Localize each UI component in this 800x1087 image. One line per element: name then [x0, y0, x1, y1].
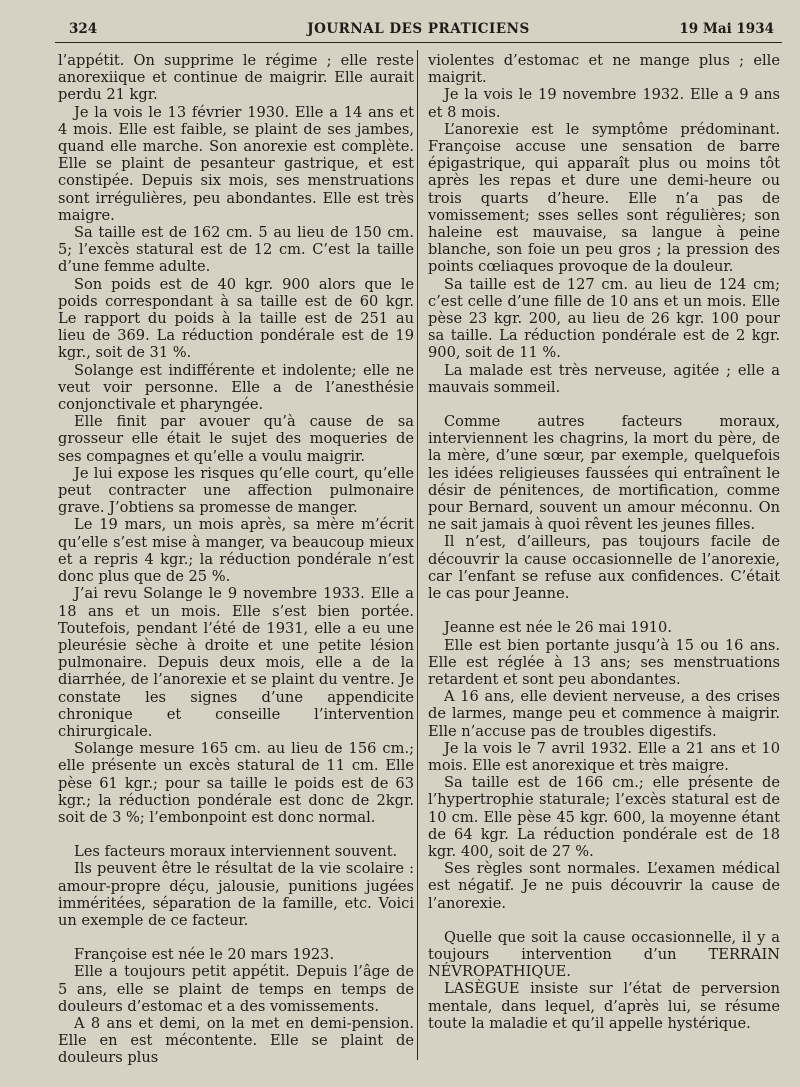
paragraph: Je lui expose les risques qu’elle court, qu’elle peut contracter une affection pulmonaire grave. J’obtiens sa promesse de manger.	[58, 464, 414, 517]
paragraph: Je la vois le 13 février 1930. Elle a 14 ans et 4 mois. Elle est faible, se plaint de ses jambes, quand elle marche. Son anorexie est complète. Elle se plaint de pesanteur gastrique, et est constipée. Depuis six mois, ses menstruations sont irrégulières, peu abondantes. Elle est très maigre.	[58, 103, 414, 224]
paragraph: Le 19 mars, un mois après, sa mère m’écrit qu’elle s’est mise à manger, va beaucoup mieux et a repris 4 kgr.; la réduction pondérale n’est donc plus que de 25 %.	[58, 516, 414, 586]
left-column	[58, 52, 414, 1067]
issue-date: 19 Mai 1934	[679, 21, 774, 37]
paragraph: Elle a toujours petit appétit. Depuis l’âge de 5 ans, elle se plaint de temps en temps de douleurs d’estomac et a des vomissements.	[58, 963, 414, 1015]
running-header	[55, 18, 782, 43]
paragraph: Ils peuvent être le résultat de la vie scolaire : amour-propre déçu, jalousie, punitions jugées imméritées, séparation de la famille, etc. Voici un exemple de ce facteur.	[58, 860, 414, 929]
paragraph: Il n’est, d’ailleurs, pas toujours facile de découvrir la cause occasionnelle de l’anorexie, car l’enfant se refuse aux confidences. C’était le cas pour Jeanne.	[428, 533, 780, 603]
paragraph: J’ai revu Solange le 9 novembre 1933. Elle a 18 ans et un mois. Elle s’est bien portée. Toutefois, pendant l’été de 1931, elle a eu une pleurésie sèche à droite et une petite lésion pulmonaire. Depuis deux mois, elle a de la diarrhée, de l’anorexie et se plaint du ventre. Je constate les signes d’une appendicite chronique et conseille l’intervention chirurgicale.	[58, 585, 414, 740]
right-column	[428, 52, 780, 1032]
paragraph: La malade est très nerveuse, agitée ; elle a mauvais sommeil.	[428, 361, 780, 396]
journal-title: JOURNAL DES PRATICIENS	[307, 21, 530, 37]
paragraph: Françoise est née le 20 mars 1923.	[74, 946, 335, 964]
paragraph: Sa taille est de 162 cm. 5 au lieu de 150 cm. 5; l’excès statural est de 12 cm. C’est la taille d’une femme adulte.	[58, 224, 414, 276]
paragraph: L’anorexie est le symptôme prédominant. Françoise accuse une sensation de barre épigastrique, qui apparaît plus ou moins tôt après les repas et dure une demi-heure ou trois quarts d’heure. Elle n’a pas de vomissement; sses selles sont régulières; son haleine est mauvaise, sa langue à peine blanche, son foie un peu gros ; la pression des points cœliaques provoque de la douleur.	[428, 120, 780, 276]
paragraph: LASÈGUE insiste sur l’état de perversion mentale, dans lequel, d’après lui, se résume toute la maladie et qu’il appelle hystérique.	[428, 980, 780, 1032]
paragraph: Ses règles sont normales. L’examen médical est négatif. Je ne puis découvrir la cause de l’anorexie.	[428, 860, 780, 912]
paragraph: Je la vois le 19 novembre 1932. Elle a 9 ans et 8 mois.	[428, 86, 780, 121]
paragraph: A 8 ans et demi, on la met en demi-pension. Elle en est mécontente. Elle se plaint de douleurs plus	[58, 1014, 414, 1067]
paragraph: Sa taille est de 166 cm.; elle présente de l’hypertrophie staturale; l’excès statural est de 10 cm. Elle pèse 45 kgr. 600, la moyenne étant de 64 kgr. La réduction pondérale est de 18 kgr. 400, soit de 27 %.	[428, 774, 780, 860]
paragraph: Jeanne est née le 26 mai 1910.	[444, 619, 672, 637]
paragraph: Solange est indifférente et indolente; elle ne veut voir personne. Elle a de l’anesthésie conjonctivale et pharyngée.	[58, 361, 414, 414]
paragraph: Son poids est de 40 kgr. 900 alors que le poids correspondant à sa taille est de 60 kgr. Le rapport du poids à la taille est de 251 au lieu de 369. La réduction pondérale est de 19 kgr., soit de 31 %.	[58, 275, 414, 362]
paragraph: violentes d’estomac et ne mange plus ; elle maigrit.	[428, 52, 780, 87]
paragraph: Elle est bien portante jusqu’à 15 ou 16 ans. Elle est réglée à 13 ans; ses menstruations retardent et sont peu abondantes.	[428, 636, 780, 688]
paragraph: Solange mesure 165 cm. au lieu de 156 cm.; elle présente un excès statural de 11 cm. Elle pèse 61 kgr.; pour sa taille le poids est de 63 kgr.; la réduction pondérale est donc de 2kgr. soit de 3 %; l’embonpoint est donc normal.	[58, 740, 414, 826]
paragraph: A 16 ans, elle devient nerveuse, a des crises de larmes, mange peu et commence à maigrir. Elle n’accuse pas de troubles digestifs.	[428, 688, 780, 740]
page-number: 324	[69, 21, 98, 37]
paragraph: Je la vois le 7 avril 1932. Elle a 21 ans et 10 mois. Elle est anorexique et très maigre.	[428, 739, 780, 774]
column-divider	[417, 50, 418, 1060]
paragraph: l’appétit. On supprime le régime ; elle reste anorexiique et continue de maigrir. Elle aurait perdu 21 kgr.	[58, 52, 414, 104]
paragraph: Elle finit par avouer qu’à cause de sa grosseur elle était le sujet des moqueries de ses compagnes et qu’elle a voulu maigrir.	[58, 413, 414, 465]
paragraph: Les facteurs moraux interviennent souvent.	[74, 843, 398, 861]
paragraph: Quelle que soit la cause occasionnelle, il y a toujours intervention d’un TERRAIN NÉVROPATHIQUE.	[428, 928, 780, 981]
paragraph: Sa taille est de 127 cm. au lieu de 124 cm; c’est celle d’une fille de 10 ans et un mois. Elle pèse 23 kgr. 200, au lieu de 26 kgr. 100 pour sa taille. La réduction pondérale est de 2 kgr. 900, soit de 11 %.	[428, 275, 780, 362]
paragraph: Comme autres facteurs moraux, interviennent les chagrins, la mort du père, de la mère, d’une sœur, par exemple, quelquefois les idées religieuses faussées qui entraînent le désir de pénitences, de mortification, comme pour Bernard, souvent un amour méconnu. On ne sait jamais à quoi rêvent les jeunes filles.	[428, 413, 780, 534]
